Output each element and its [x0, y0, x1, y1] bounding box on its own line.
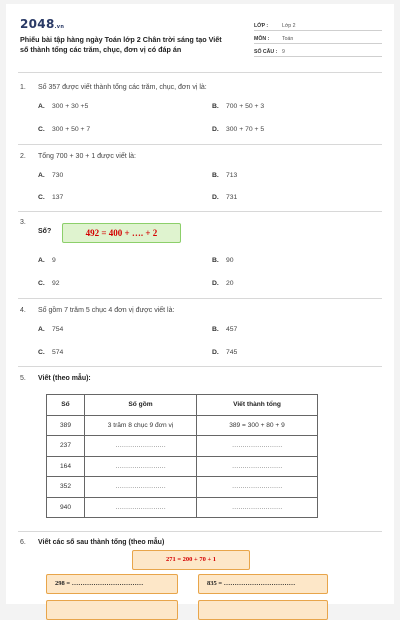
answer-blank[interactable]: ……………………: [85, 436, 197, 457]
worksheet-title-line1: Phiếu bài tập hàng ngày Toán lớp 2 Chân trời sáng tạo Viết: [20, 35, 222, 44]
answer-label: 298 =: [55, 580, 71, 587]
table-cell: 352: [47, 477, 85, 498]
answer-blank[interactable]: ……………………………: [71, 580, 144, 587]
table-cell: 237: [47, 436, 85, 457]
question-text: Số gồm 7 trăm 5 chục 4 đơn vị được viết là:: [38, 307, 175, 314]
table-cell: 3 trăm 8 chục 9 đơn vị: [85, 415, 197, 436]
worksheet-title: [20, 35, 255, 55]
answer-blank[interactable]: ……………………: [85, 497, 197, 518]
answer-option-a[interactable]: A. 730: [38, 172, 64, 179]
answer-option-b[interactable]: B. 713: [212, 172, 238, 179]
answer-option-d[interactable]: D. 731: [212, 194, 238, 201]
table-cell: 940: [47, 497, 85, 518]
table-cell: 389 = 300 + 80 + 9: [197, 415, 318, 436]
answer-option-b[interactable]: B. 90: [212, 257, 234, 264]
place-value-table: [46, 394, 318, 518]
column-header: Số gồm: [85, 395, 197, 416]
question-divider: [18, 531, 382, 532]
answer-option-c[interactable]: C. 137: [38, 194, 64, 201]
answer-option-a[interactable]: A. 300 + 30 +5: [38, 103, 89, 110]
worksheet-meta: [254, 18, 382, 57]
answer-option-a[interactable]: A. 9: [38, 257, 56, 264]
answer-label: 835 =: [207, 580, 223, 587]
question-divider: [18, 144, 382, 145]
question-number: 6.: [20, 539, 26, 546]
question-divider: [18, 211, 382, 212]
answer-option-d[interactable]: D. 20: [212, 280, 234, 287]
answer-option-a[interactable]: A. 754: [38, 326, 64, 333]
table-header-row: [47, 395, 318, 416]
table-row: [47, 436, 318, 457]
question-text: Viết (theo mẫu):: [38, 375, 91, 382]
answer-option-c[interactable]: C. 300 + 50 + 7: [38, 126, 91, 133]
answer-box[interactable]: [46, 600, 178, 620]
answer-option-c[interactable]: C. 574: [38, 349, 64, 356]
answer-option-b[interactable]: B. 457: [212, 326, 238, 333]
answer-blank[interactable]: ……………………: [197, 497, 318, 518]
table-row: [47, 415, 318, 436]
equation-box: 492 = 400 + …. + 2: [62, 223, 181, 243]
answer-option-d[interactable]: D. 745: [212, 349, 238, 356]
answer-option-c[interactable]: C. 92: [38, 280, 60, 287]
worksheet-page: [6, 4, 394, 604]
table-row: [47, 456, 318, 477]
column-header: Số: [47, 395, 85, 416]
answer-option-d[interactable]: D. 300 + 70 + 5: [212, 126, 265, 133]
question-number: 2.: [20, 153, 26, 160]
site-logo[interactable]: 2048.vn: [20, 17, 65, 31]
answer-box[interactable]: [46, 574, 178, 594]
question-number: 5.: [20, 375, 26, 382]
meta-question-count: SỐ CÂU : 9: [254, 44, 382, 57]
question-text: Số?: [38, 228, 52, 235]
answer-blank[interactable]: ……………………: [197, 456, 318, 477]
answer-box[interactable]: [198, 574, 328, 594]
answer-blank[interactable]: ……………………………: [223, 580, 296, 587]
header-divider: [18, 72, 382, 73]
example-box: 271 = 200 + 70 + 1: [132, 550, 250, 570]
table-cell: 389: [47, 415, 85, 436]
question-number: 4.: [20, 307, 26, 314]
question-divider: [18, 298, 382, 299]
table-row: [47, 477, 318, 498]
question-text: Tổng 700 + 30 + 1 được viết là:: [38, 153, 137, 160]
answer-blank[interactable]: ……………………: [197, 477, 318, 498]
question-divider: [18, 366, 382, 367]
answer-blank[interactable]: ……………………: [197, 436, 318, 457]
answer-blank[interactable]: ……………………: [85, 477, 197, 498]
table-row: [47, 497, 318, 518]
column-header: Viết thành tổng: [197, 395, 318, 416]
question-number: 1.: [20, 84, 26, 91]
table-cell: 164: [47, 456, 85, 477]
worksheet-title-line2: số thành tổng các trăm, chục, đơn vị có đáp án: [20, 45, 182, 54]
answer-option-b[interactable]: B. 700 + 50 + 3: [212, 103, 265, 110]
question-text: Số 357 được viết thành tổng các trăm, chục, đơn vị là:: [38, 84, 207, 91]
answer-box[interactable]: [198, 600, 328, 620]
meta-class: LỚP : Lớp 2: [254, 18, 382, 31]
meta-subject: MÔN : Toán: [254, 31, 382, 44]
question-number: 3.: [20, 219, 26, 226]
question-text: Viết các số sau thành tổng (theo mẫu): [38, 539, 165, 546]
answer-blank[interactable]: ……………………: [85, 456, 197, 477]
